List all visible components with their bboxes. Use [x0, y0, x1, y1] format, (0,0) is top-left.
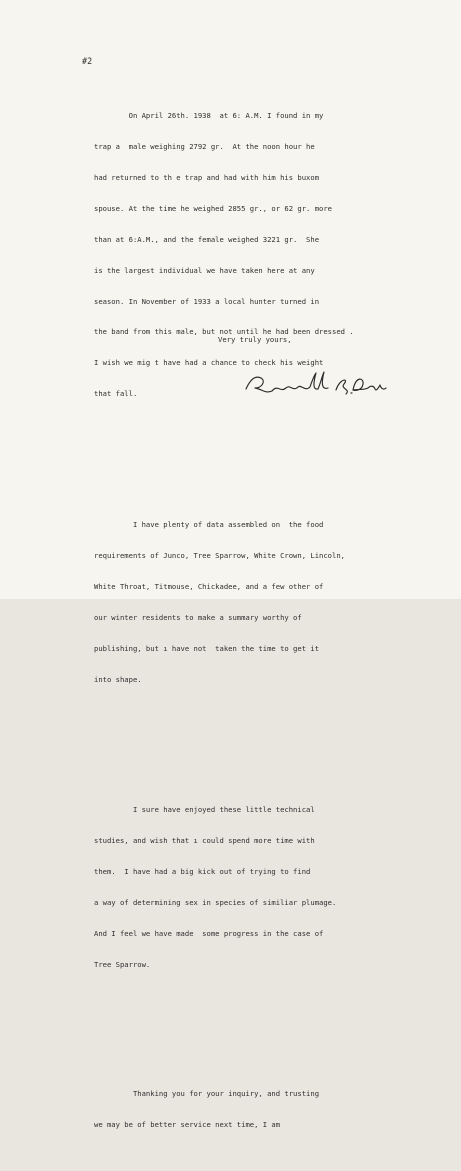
text-line: Thanking you for your inquiry, and trusting — [94, 1088, 320, 1098]
text-line: On April 26th. 1938 at 6: A.M. I found in my — [94, 111, 324, 121]
signature-s-stroke — [336, 380, 347, 394]
text-line: a way of determining sex in species of similiar plumage. — [94, 897, 337, 907]
signature-r-stroke — [246, 377, 272, 392]
text-line: Tree Sparrow. — [94, 959, 151, 969]
text-line: into shape. — [94, 674, 142, 684]
signature-davis-stroke — [353, 379, 386, 390]
paragraph-gap — [94, 1021, 449, 1037]
text-line: them. I have had a big kick out of trying to find — [94, 866, 311, 876]
closing-line: Very truly yours, — [218, 335, 292, 344]
text-line: requirements of Junco, Tree Sparrow, White Crown, Lincoln, — [94, 551, 345, 561]
paragraph-studies — [94, 785, 449, 991]
text-line: studies, and wish that ı could spend more time with — [94, 836, 315, 846]
text-line: I sure have enjoyed these little technical — [94, 805, 315, 815]
text-line: is the largest individual we have taken here at any — [94, 265, 315, 275]
paragraph-gap — [94, 737, 449, 754]
text-line: spouse. At the time he weighed 2855 gr., or 62 gr. more — [94, 203, 332, 213]
paragraph-thanks — [94, 1068, 449, 1150]
text-line: season. In November of 1933 a local hunter turned in — [94, 296, 320, 306]
text-line: our winter residents to make a summary worthy of — [94, 613, 302, 623]
text-line: And I feel we have made some progress in the case of — [94, 928, 324, 938]
paragraph-food-data — [94, 500, 449, 706]
text-line: White Throat, Titmouse, Chickadee, and a few other of — [94, 582, 324, 592]
text-line: trap a male weighing 2792 gr. At the noon hour he — [94, 142, 315, 152]
text-line: than at 6:A.M., and the female weighed 3221 gr. She — [94, 234, 320, 244]
page-number: #2 — [82, 56, 93, 66]
letter-body — [94, 70, 449, 1171]
text-line: I wish we mig t have had a chance to check his weight — [94, 358, 324, 368]
text-line: that fall. — [94, 389, 138, 399]
signature — [240, 366, 390, 400]
text-line: we may be of better service next time, I am — [94, 1119, 281, 1129]
signature-graphic — [240, 366, 390, 400]
text-line: had returned to th e trap and had with him his buxom — [94, 172, 320, 182]
text-line: I have plenty of data assembled on the food — [94, 520, 324, 530]
text-line: publishing, but ı have not taken the time to get it — [94, 644, 320, 654]
signature-name-stroke — [272, 372, 328, 391]
text-line: the band from this male, but not until he had been dressed . — [94, 327, 354, 337]
paragraph-gap — [94, 451, 449, 469]
